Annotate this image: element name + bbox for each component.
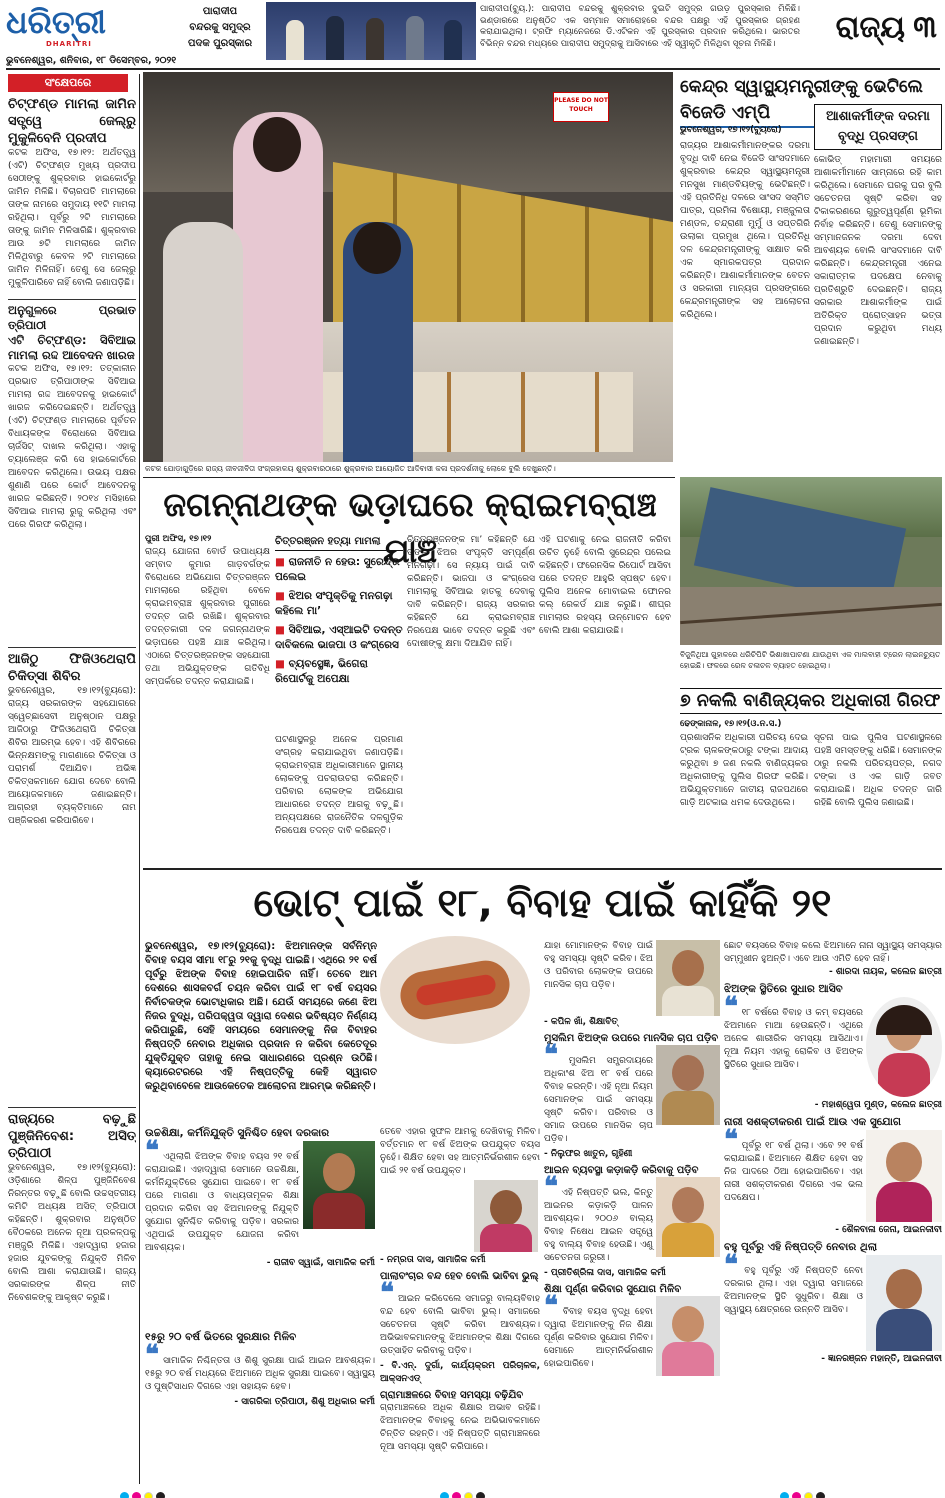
color-dot xyxy=(792,1492,801,1498)
sidebar-point-4: ■ ବ୍ୟବସ୍ଥେଜ୍ଞ, ଭିଗେରା ରିପୋର୍ଟକୁ ଅପେକ୍ଷା xyxy=(275,658,368,685)
award-photo xyxy=(266,2,476,60)
registration-marks-left xyxy=(120,1486,168,1496)
opinion-col-a xyxy=(145,1126,375,1484)
op13-signature: - ଜ୍ଞାନରଞ୍ଜନ ମହାନ୍ତି, ଆଇନଜୀବୀ xyxy=(821,1354,942,1364)
quote-icon: ❝ xyxy=(724,1125,738,1155)
quote-icon: ❝ xyxy=(380,1278,394,1308)
exhibition-caption: କଟକ ଯୋଡ଼ାଗୁଡ଼ିରେ ରାଜ୍ୟ ଜୀବଜୀବିତା ସଂଗ୍ରହାଳୟ ଶୁକ୍ରବାରଠାରେ ଶୁକ୍ରବାର ଆୟୋଜିତ ଆଦିବାସୀ କଳା ପ୍ରଦର୍ଶନୀକୁ ଲୋକେ ବୁଲି ଦେଖୁଛନ୍ତି। xyxy=(145,464,556,473)
op12-headline: ନାରୀ ସଶକ୍ତୀକରଣ ପାଇଁ ଆଉ ଏକ ସୁଯୋଗ xyxy=(724,1116,901,1128)
brief-3-body: ଭୁବନେଶ୍ୱର, ୧୭।୧୨(ବ୍ୟୁରୋ): ରାଜ୍ୟ ସରକାରଙ୍କ ସହଯୋଗରେ ସ୍ୱେଚ୍ଛାସେବୀ ଅନୁଷ୍ଠାନ ପକ୍ଷରୁ ଆଜିଠାରୁ ଫିଜିଓଥେରାପି ଚିକିତ୍ସା ଶିବିର ଆରମ୍ଭ ହେବ। ଏହି ଶିବିରରେ ଭିନ୍ନକ୍ଷମଙ୍କୁ ମାଗଣାରେ ଚିକିତ୍ସା ଓ ପରାମର୍ଶ ଦିଆଯିବ। ଅଭିଜ୍ଞ ଚିକିତ୍ସକମାନେ ଯୋଗ ଦେବେ ବୋଲି ଆୟୋଜକମାନେ ଜଣାଇଛନ୍ତି। ଆଗ୍ରହୀ ବ୍ୟକ୍ତିମାନେ ନାମ ପଞ୍ଜିକରଣ କରିପାରିବେ। xyxy=(8,686,136,826)
brief-label: ସଂକ୍ଷେପରେ xyxy=(8,74,128,92)
logo[interactable] xyxy=(6,4,116,52)
op10-body: ଛୋଟ ବୟସରେ ବିବାହ କଲେ ଝିଅମାନେ ନାନା ସ୍ୱାସ୍ଥ୍ୟ ସମସ୍ୟାର ସମ୍ମୁଖୀନ ହୁଅନ୍ତି। ଏବେ ଆଉ ଏମିତି ହେବ ନାହିଁ। xyxy=(724,941,942,964)
color-dot xyxy=(144,1492,153,1498)
op5-signature: - ସାଗରିକା ତ୍ରିପାଠୀ, ଶିଶୁ ଅଧିକାର କର୍ମୀ xyxy=(234,1397,375,1407)
brief-1-body: କଟକ ଅଫିସ, ୧୭।୧୨: ଅର୍ଥତତ୍ତ୍ୱ (ଏଟି) ଚିଟ୍‌ଫଣ୍ଡ ମୁଖ୍ୟ ପ୍ରଦୀପ ସେଠୀଙ୍କୁ ଶୁକ୍ରବାର ହାଇକୋର୍ଟରୁ ଜାମିନ ମିଳିଛି। ବିଚାରପତି ମାମଲାରେ ତାଙ୍କ ନାମରେ ସମୁଦାୟ ୧୧ଟି ମାମଲା ରହିଥିଲା। ପୂର୍ବରୁ ୨ଟି ମାମଲାରେ ତାଙ୍କୁ ଜାମିନ ମିଳିସାରିଛି। ଶୁକ୍ରବାର ଆଉ ୭ଟି ମାମଲାରେ ଜାମିନ ମିଳିଥିବାରୁ କେବଳ ୨ଟି ମାମଲାରେ ଜାମିନ ମିଳିନାହିଁ। ତେଣୁ ସେ ଜେଲ୍‌ରୁ ମୁକୁଳିପାରିବେ ନାହିଁ ବୋଲି ଜଣାପଡ଼ିଛି। xyxy=(8,148,136,288)
masthead-divider xyxy=(6,68,940,70)
exhibition-photo xyxy=(143,72,673,462)
op1-body: ଏଥିଲାଗି ଝିଅଙ୍କ ବିବାହ ବୟସ ୨୧ ବର୍ଷ କରାଯାଇଛି। ଏହାଦ୍ୱାରା ସେମାନେ ଉଚ୍ଚଶିକ୍ଷା, କର୍ମନିଯୁକ୍ତିରେ ସୁଯୋଗ ପାଇବେ। ୧୮ ବର୍ଷ ପରେ ମାଗଣା ଓ ବାଧ୍ୟତାମୂଳକ ଶିକ୍ଷା ପ୍ରଦାନ କରିବା ସହ ଝିଅମାନଙ୍କୁ ନିଯୁକ୍ତି ସୁଯୋଗ ସୁନିଶ୍ଚିତ କରିବାକୁ ପଡ଼ିବ। ସରକାର ଏଥିପାଇଁ ଉପଯୁକ୍ତ ଯୋଜନା କରିବା ଆବଶ୍ୟକ। xyxy=(145,1152,299,1253)
brief-3-headline: ଆଜିଠୁ ଫିଜିଓଥେରାପି ଚିକିତ୍ସା ଶିବିର xyxy=(8,647,136,685)
brief-2-headline: ଏଟି ଚିଟ୍‌ଫଣ୍ଡ: ସିବିଆଇ ମାମଲା ରଦ୍ଦ ଆବେଦନ ଖାରଜ xyxy=(8,333,136,362)
color-dot xyxy=(464,1492,473,1498)
dateline: ଭୁବନେଶ୍ୱର, ଶନିବାର, ୧୮ ଡିସେମ୍ବର, ୨୦୨୧ xyxy=(6,55,177,66)
sidebar-point-3: ■ ସିବିଆଇ, ଏସ୍‌ଆଇଟି ତଦନ୍ତ ଦାବିକଲେ ଭାଜପା ଓ କଂଗ୍ରେସ xyxy=(275,624,403,651)
registration-marks-right xyxy=(780,1486,828,1496)
jagannath-headline: ଜଗନ୍ନାଥଙ୍କ ଭଡ଼ାଘରେ କ୍ରାଇମବ୍ରାଞ୍ଚ ଯାଞ୍ଚ xyxy=(163,485,657,570)
section-name: ରାଜ୍ୟ xyxy=(835,10,905,45)
color-dot xyxy=(156,1492,165,1498)
op4-body: ଗ୍ରାମାଞ୍ଚଳରେ ଅଧିକ ଶିକ୍ଷାର ଅଭାବ ରହିଛି। ଝିଅମାନଙ୍କ ବିବାହକୁ ନେଇ ଅଭିଭାବକମାନେ ଚିନ୍ତିତ ରହନ୍ତି। ଏହି ନିଷ୍ପତ୍ତି ଗ୍ରାମାଞ୍ଚଳରେ ନୂଆ ସମସ୍ୟା ସୃଷ୍ଟି କରିପାରେ। xyxy=(380,1403,540,1452)
op9-headline: ଶିକ୍ଷା ପୂର୍ଣ୍ଣ କରିବାର ସୁଯୋଗ ମିଳିବ xyxy=(544,1284,682,1295)
op1-signature: - ରାଜୀବ ସ୍ୱାଇଁ, ସାମାଜିକ କର୍ମୀ xyxy=(266,1258,375,1268)
jagannath-dateline: ପୁରୀ ଅଫିସ, ୧୭।୧୨ xyxy=(145,534,212,544)
brief-2-body: କଟକ ଅଫିସ, ୧୭।୧୨: ତତ୍କାଳୀନ ପ୍ରଭାତ ତ୍ରିପାଠୀଙ୍କ ସିବିଆଇ ମାମଲା ରଦ୍ଦ ଆବେଦନକୁ ହାଇକୋର୍ଟ ଖାରଜ କରିଦେଇଛନ୍ତି। ଅର୍ଥତତ୍ତ୍ୱ (ଏଟି) ଚିଟ୍‌ଫଣ୍ଡ ମାମଲାରେ ପୂର୍ବତନ ବିଧାୟକଙ୍କ ବିରୋଧରେ ସିବିଆଇ ଚାର୍ଜସିଟ୍ ଦାଖଲ କରିଥିଲା। ଏହାକୁ ଚ୍ୟାଲେଞ୍ଜ କରି ସେ ହାଇକୋର୍ଟରେ ଆବେଦନ କରିଥିଲେ। ଉଭୟ ପକ୍ଷର ଶୁଣାଣି ପରେ କୋର୍ଟ ଆବେଦନକୁ ଖାରଜ କରିଛନ୍ତି। ୨୦୧୪ ମସିହାରେ ସିବିଆଇ ମାମଲା ରୁଜୁ କରିଥିଲା ଏବଂ ପରେ ଗିରଫ କରିଥିଲା। xyxy=(8,364,136,530)
fake-body-1: ପ୍ରଶାସନିକ ଅଧିକାରୀ ପରିଚୟ ଦେଇ ଟ୍ରକ ଚାଳକଙ୍କଠାରୁ ଟଙ୍କା ଆଦାୟ କରୁଥିବା ୭ ଜଣ ନକଲି ବାଣିଜ୍ୟକର ଅଧିକାରୀଙ୍କୁ ପୁଲିସ ଗିରଫ କରିଛି। ଅଭିଯୁକ୍ତମାନେ ଜାତୀୟ ରାଜପଥରେ ଗାଡ଼ି ଅଟକାଇ ଧମକ ଦେଉଥିଲେ। xyxy=(680,733,808,808)
sidebar-point-1: ■ ରାଜନୀତି ନ ହେଉ: ସୁରେନ୍ଦ୍ର ପଲେଇ xyxy=(275,556,400,583)
color-dot xyxy=(452,1492,461,1498)
op1-headline: ଉଚ୍ଚଶିକ୍ଷା, କର୍ମନିଯୁକ୍ତି ସୁନିଶ୍ଚିତ ହେବା ଦରକାର xyxy=(145,1127,330,1139)
op8-body: ଏହି ନିଷ୍ପତ୍ତି ଭଲ, କିନ୍ତୁ ଆଇନର କଡ଼ାକଡ଼ି ପାଳନ ଆବଶ୍ୟକ। ୨୦୦୬ ବାଲ୍ୟ ବିବାହ ନିଷେଧ ଆଇନ ସତ୍ତ୍ୱେ ବହୁ ବାଲ୍ୟ ବିବାହ ହେଉଛି। ଏଣୁ ସଚେତନତା ଜରୁରୀ। xyxy=(544,1188,653,1263)
health-dateline: ଭୁବନେଶ୍ୱର, ୧୭।୧୨(ବ୍ୟୁରୋ) xyxy=(680,125,782,135)
op2-portrait xyxy=(474,1180,538,1252)
op13-headline: ବହୁ ପୂର୍ବରୁ ଏହି ନିଷ୍ପତ୍ତି ନେବାର ଥିଲା xyxy=(724,1241,878,1253)
op6-portrait xyxy=(656,940,720,1016)
jagannath-top-rule xyxy=(143,477,675,478)
do-not-touch-sign: PLEASE DO NOT TOUCH xyxy=(553,92,609,122)
health-body-col-1: ରାଜ୍ୟର ଆଶାକର୍ମୀମାନଙ୍କର ଦରମା ବୃଦ୍ଧି ଦାବି ନେଇ ବିଜେଡି ସାଂସଦମାନେ ଶୁକ୍ରବାର କେନ୍ଦ୍ର ସ୍ୱାସ୍ଥ୍ୟମନ୍ତ୍ରୀ ମନସୁଖ ମାଣ୍ଡବିୟଙ୍କୁ ଭେଟିଛନ୍ତି। ଏହି ପ୍ରତିନିଧି ଦଳରେ ସାଂସଦ ସସ୍ମିତ ପାତ୍ର, ପ୍ରମିଳା ବିଷୋୟୀ, ମଞ୍ଜୁଲତା ମଣ୍ଡଳ, ଚନ୍ଦ୍ରାଣୀ ମୁର୍ମୁ ଓ ସପ୍ତଗିରି ଉଲାକା ପ୍ରମୁଖ ଥିଲେ। ପ୍ରତିନିଧି ଦଳ କେନ୍ଦ୍ରମନ୍ତ୍ରୀଙ୍କୁ ସାକ୍ଷାତ କରି ଏକ ସ୍ମାରକପତ୍ର ପ୍ରଦାନ କରିଛନ୍ତି। ଆଶାକର୍ମୀମାନଙ୍କ ବେତନ ଓ ସରକାରୀ ମାନ୍ୟତା ପ୍ରସଙ୍ଗରେ କେନ୍ଦ୍ରମନ୍ତ୍ରୀଙ୍କ ସହ ଆଲୋଚନା କରିଥିଲେ। xyxy=(680,141,810,320)
registration-marks-center xyxy=(440,1486,488,1496)
train-caption: ବିଜୁଳିଥିଆ ଗୁହାଳରେ ଧରିଚିପିଟି ଭିଶାଖାପାଟଣା ଯାଉଥିବା ଏକ ମାଲବାହୀ ଟ୍ରେନ ଲାଇନଚ୍ୟୁତ ହୋଇଛି। ଫଳରେ ରେଳ ଚଳାଚଳ ବ୍ୟାହତ ହୋଇଥିଲା। xyxy=(680,650,941,670)
op3-signature: - ବି.ଏନ୍. ଦୁର୍ଗା, କାର୍ଯ୍ୟକ୍ରମ ପରିଚାଳକ, ଆକ୍ସନଏଡ୍ xyxy=(380,1361,540,1384)
op8-portrait xyxy=(656,1177,720,1257)
jagannath-body-3: ଚିତ୍ତରଞ୍ଜନଙ୍କ ମା’ କହିଛନ୍ତି ଯେ ତାଙ୍କ ଝିଅର ସଂପୃକ୍ତି ସମ୍ପୂର୍ଣ୍ଣ ମନଗଢ଼ା। ସେ ନ୍ୟାୟ ପାଇଁ ଦାବି କରିଛନ୍ତି। ଭାଜପା ଓ କଂଗ୍ରେସ ମାମଲାକୁ ସିବିଆଇ ହାତକୁ ଦେବାକୁ ଦାବି କରିଛନ୍ତି। ରାଜ୍ୟ ସରକାର କହିଛନ୍ତି ଯେ କ୍ରାଇମବ୍ରାଞ୍ଚ ନିରପେକ୍ଷ ଭାବେ ତଦନ୍ତ କରୁଛି ଏବଂ ଦୋଷୀଙ୍କୁ କ୍ଷମା ଦିଆଯିବ ନାହିଁ। xyxy=(407,535,535,649)
fake-dateline: ଢେଙ୍କାନାଳ, ୧୭।୧୨(ଓ.ନ.ସ.) xyxy=(680,719,782,729)
op2-body: ତେବେ ଏହାର ସୁଫଳ ଆମକୁ ଦେଖିବାକୁ ମିଳିବ। ବର୍ତ୍ତମାନ ୧୮ ବର୍ଷ ଝିଅଙ୍କ ଉପଯୁକ୍ତ ବୟସ ନୁହେଁ। ଶିକ୍ଷିତ ହେବା ସହ ଆତ୍ମନିର୍ଭରଶୀଳ ହେବା ପାଇଁ ୨୧ ବର୍ଷ ଉପଯୁକ୍ତ। xyxy=(380,1127,540,1176)
jagannath-body-1: ରାଜ୍ୟ ଯୋଜନା ବୋର୍ଡ ଉପାଧ୍ୟକ୍ଷ ସମ୍ବାଦ କୁମାର ଗାଡ଼ବର୍ଗଙ୍କ ବିରୋଧରେ ଅଭିଯୋଗ ଚିତ୍ତରଞ୍ଜନ ମାମଲାରେ ରହିଥିବା ବେଳେ କ୍ରାଇମବ୍ରାଞ୍ଚ ଶୁକ୍ରବାର ପୁରୀରେ ତଦନ୍ତ ଜାରି ରଖିଛି। ଶୁକ୍ରବାର ତଦନ୍ତକାରୀ ଦଳ ଜଗନ୍ନାଥଙ୍କ ଭଡ଼ାଘରେ ପହଞ୍ଚି ଯାଞ୍ଚ କରିଥିଲା। ଏଠାରେ ଚିତ୍ତରଞ୍ଜନଙ୍କ ସହଯୋଗୀ ତଥା ଅଭିଯୁକ୍ତଙ୍କ ଗତିବିଧି ସମ୍ପର୍କରେ ତଦନ୍ତ କରାଯାଇଛି। xyxy=(145,547,270,687)
op2-signature: - ନମ୍ରତା ଦାସ, ସାମାଜିକ କର୍ମୀ xyxy=(380,1255,486,1265)
op7-signature: - ନିଲୁଫର ଖାତୁନ, ଗୃହିଣୀ xyxy=(544,1149,633,1159)
quote-icon: ❝ xyxy=(724,992,738,1022)
visitor-child xyxy=(163,222,243,462)
vote-headline: ଭୋଟ୍ ପାଇଁ ୧୮, ବିବାହ ପାଇଁ କାହିଁକି ୨୧ xyxy=(253,881,832,926)
op11-body: ୧୮ ବର୍ଷରେ ବିବାହ ଓ କମ୍ ବୟସରେ ଝିଅମାନେ ମାଆ ହେଉଛନ୍ତି। ଏଥିରେ ଅନେକ ଶାରୀରିକ ସମସ୍ୟା ଆସିଥାଏ। ନୂଆ ନିୟମ ଏହାକୁ ରୋକିବ ଓ ଝିଅଙ୍କ ସ୍ଥିତିରେ ସୁଧାର ଆସିବ। xyxy=(724,1008,863,1070)
color-dot xyxy=(804,1492,813,1498)
masthead xyxy=(0,0,945,70)
op6-signature: - କପିଳ ଖାଁ, ଶିକ୍ଷାବିତ୍ xyxy=(544,1017,618,1027)
op13-body: ବହୁ ପୂର୍ବରୁ ଏହି ନିଷ୍ପତ୍ତି ନେବା ଦରକାର ଥିଲା। ଏହା ଦ୍ୱାରା ସମାଜରେ ଝିଅମାନଙ୍କ ସ୍ଥିତି ସୁଧୁରିବ। ଶିକ୍ଷା ଓ ସ୍ୱାସ୍ଥ୍ୟ କ୍ଷେତ୍ରରେ ଉନ୍ନତି ଆସିବ। xyxy=(724,1266,863,1315)
color-dot xyxy=(132,1492,141,1498)
logo-subtitle: DHARITRI xyxy=(46,40,92,48)
color-dot xyxy=(476,1492,485,1498)
op13-portrait xyxy=(866,1255,942,1351)
promo-line-3: ପଦକ ପୁରସ୍କାର xyxy=(187,38,253,49)
quote-icon: ❝ xyxy=(544,1040,558,1070)
quote-icon: ❝ xyxy=(544,1172,558,1202)
op3-headline: ପାଲାବଂଚାର ବନ୍ଦ ହେବ ବୋଲି ଭାବିବା ଭୁଲ୍ xyxy=(380,1271,539,1282)
op11-portrait xyxy=(866,997,942,1097)
jagannath-sidebar xyxy=(275,534,403,730)
op9-portrait xyxy=(656,1296,720,1376)
briefs-column xyxy=(8,96,136,1484)
op12-portrait xyxy=(866,1130,942,1222)
train-photo xyxy=(680,477,942,645)
brief-4-body: ଭୁବନେଶ୍ୱର, ୧୭।୧୨(ବ୍ୟୁରୋ): ଓଡ଼ିଶାରେ ଶିଳ୍ପ ପୁଞ୍ଜିନିବେଶ ନିରନ୍ତର ବଢ଼ୁଛି ବୋଲି ଉଚ୍ଚସ୍ତରୀୟ କମିଟି ଅଧ୍ୟକ୍ଷ ଅସିତ୍ ତ୍ରିପାଠୀ କହିଛନ୍ତି। ଶୁକ୍ରବାର ଅନୁଷ୍ଠିତ ବୈଠକରେ ଅନେକ ନୂଆ ପ୍ରକଳ୍ପକୁ ମଞ୍ଜୁରି ମିଳିଛି। ଏହାଦ୍ୱାରା ହଜାର ହଜାର ଯୁବକଙ୍କୁ ନିଯୁକ୍ତି ମିଳିବ ବୋଲି ଆଶା କରାଯାଉଛି। ରାଜ୍ୟ ସରକାରଙ୍କ ଶିଳ୍ପ ନୀତି ନିବେଶକଙ୍କୁ ଆକୃଷ୍ଟ କରୁଛି। xyxy=(8,1163,136,1303)
op5-headline: ୧୫ରୁ ୨୦ ବର୍ଷ ଭିତରେ ସୁରକ୍ଷାର ମିଳିବ xyxy=(145,1331,297,1343)
briefs-divider xyxy=(139,74,140,1484)
op10-signature: - ଶାରଦା ନାୟକ, କଲେଜ ଛାତ୍ରୀ xyxy=(829,967,942,977)
opinion-col-d xyxy=(724,940,942,1484)
fake-body-2: ସୂଚନା ପାଇ ପୁଲିସ ଘଟଣାସ୍ଥଳରେ ପହଞ୍ଚି ସମସ୍ତଙ୍କୁ ଧରିଛି। ସେମାନଙ୍କ ଠାରୁ ନକଲି ପରିଚୟପତ୍ର, ନଗଦ ଟଙ୍କା ଓ ଏକ ଗାଡ଼ି ଜବତ କରାଯାଇଛି। ଅଧିକ ତଦନ୍ତ ଜାରି ରହିଛି ବୋଲି ପୁଲିସ ଜଣାଇଛି। xyxy=(814,733,942,808)
brief-4-headline: ରାଜ୍ୟରେ ବଢ଼ୁଛି ପୁଞ୍ଜିନିବେଶ: ଅସିତ୍ ତ୍ରିପାଠୀ xyxy=(8,1107,136,1162)
brief-2-kicker: ଅନୁଗୁଳରେ ପ୍ରଭାତ ତ୍ରିପାଠୀ xyxy=(8,299,136,333)
quote-icon: ❝ xyxy=(724,1250,738,1280)
color-dot xyxy=(120,1492,129,1498)
quote-icon: ❝ xyxy=(145,1340,159,1370)
sidebar-point-2: ■ ଝିଅର ସଂପୃକ୍ତିକୁ ମନଗଢ଼ା କହିଲେ ମା’ xyxy=(275,590,393,617)
op6-body: ଯାହା ମୋମାନଙ୍କ ବିବାହ ପାଇଁ ବହୁ ସମସ୍ୟା ସୃଷ୍ଟି କରିବ। ଝିଅ ଓ ପରିବାର ଲୋକଙ୍କ ଉପରେ ମାନସିକ ଚାପ ପଡ଼ିବ। xyxy=(544,941,653,990)
health-body-col-2: କୋଭିଡ୍ ମହାମାରୀ ସମୟରେ ଆଶାକର୍ମୀମାନେ ସାମ୍ନାରେ ରହି କାମ କରିଥିଲେ। ସେମାନେ ଘରକୁ ଘର ବୁଲି ସଚେତନତା ସୃଷ୍ଟି କରିବା ସହ ଟିକାକରଣରେ ଗୁରୁତ୍ୱପୂର୍ଣ୍ଣ ଭୂମିକା ନିର୍ବାହ କରିଛନ୍ତି। ତେଣୁ ସେମାନଙ୍କୁ ସମ୍ମାନଜନକ ଦରମା ଦେବା ଆବଶ୍ୟକ ବୋଲି ସାଂସଦମାନେ ଦାବି କରିଛନ୍ତି। କେନ୍ଦ୍ରମନ୍ତ୍ରୀ ଏନେଇ ସକାରାତ୍ମକ ପଦକ୍ଷେପ ନେବାକୁ ପ୍ରତିଶ୍ରୁତି ଦେଇଛନ୍ତି। ରାଜ୍ୟ ସରକାର ଆଶାକର୍ମୀଙ୍କ ପାଇଁ ଅତିରିକ୍ତ ପ୍ରୋତ୍ସାହନ ଭତ୍ତା ପ୍ରଦାନ କରୁଥିବା ମଧ୍ୟ ଜଣାଇଛନ୍ତି। xyxy=(814,155,942,347)
op8-headline: ଆଇନ ବ୍ୟବସ୍ଥା କଡ଼ାକଡ଼ି କରିବାକୁ ପଡ଼ିବ xyxy=(544,1165,699,1176)
op8-signature: - ପ୍ରୀତିଶ୍ରିଳା ଦାସ, ସାମାଜିକ କର୍ମୀ xyxy=(544,1268,666,1278)
op11-signature: - ମହାଶ୍ୱେତା ମୁଣ୍ଡ, କଲେଜ ଛାତ୍ରୀ xyxy=(814,1100,942,1110)
opinion-col-c xyxy=(544,940,720,1484)
op12-body: ପୂର୍ବରୁ ୧୮ ବର୍ଷ ଥିଲା। ଏବେ ୨୧ ବର୍ଷ କରାଯାଇଛି। ଝିଅମାନେ ଶିକ୍ଷିତ ହେବା ସହ ନିଜ ପାଦରେ ଠିଆ ହୋଇପାରିବେ। ଏହା ନାରୀ ସଶକ୍ତୀକରଣ ଦିଗରେ ଏକ ଭଲ ପଦକ୍ଷେପ। xyxy=(724,1141,863,1203)
op7-headline: ମୁସଲିମ ଝିଅଙ୍କ ଉପରେ ମାନସିକ ଚାପ ପଡ଼ିବ xyxy=(544,1033,719,1044)
bullet-icon: ■ xyxy=(275,556,289,568)
bullet-icon: ■ xyxy=(275,658,289,670)
color-dot xyxy=(780,1492,789,1498)
dateline-bar xyxy=(6,54,262,68)
opinion-col-b xyxy=(380,1126,540,1484)
op7-portrait xyxy=(656,1045,720,1125)
op5-body: ସାମାଜିକ ନିଶ୍ଚିନ୍ତତା ଓ ଶିଶୁ ସୁରକ୍ଷା ପାଇଁ ଆଇନ ଆବଶ୍ୟକ। ୧୫ରୁ ୨୦ ବର୍ଷ ମଧ୍ୟରେ ଝିଅମାନେ ଅଧିକ ସୁରକ୍ଷା ପାଇବେ। ସ୍ୱାସ୍ଥ୍ୟ ଓ ପୁଷ୍ଟିସାଧନ ଦିଗରେ ଏହା ସହାୟକ ହେବ। xyxy=(145,1356,375,1392)
health-headline: କେନ୍ଦ୍ର ସ୍ୱାସ୍ଥ୍ୟମନ୍ତ୍ରୀଙ୍କୁ ଭେଟିଲେ ବିଜେଡି ଏମ୍‌ପି xyxy=(680,74,942,128)
sidebar-title: ଚିତ୍ତରଞ୍ଜନ ହତ୍ୟା ମାମଲା xyxy=(275,534,403,551)
health-kicker-box xyxy=(814,104,942,150)
op9-body: ବିବାହ ବୟସ ବୃଦ୍ଧି ହେବା ଦ୍ୱାରା ଝିଅମାନଙ୍କୁ ନିଜ ଶିକ୍ଷା ପୂର୍ଣ୍ଣ କରିବାର ସୁଯୋଗ ମିଳିବ। ସେମାନେ ଆତ୍ମନିର୍ଭରଶୀଳ ହୋଇପାରିବେ। xyxy=(544,1307,653,1369)
op3-body: ଆଇନ କରିଦେଲେ ସମାଜରୁ ବାଲ୍ୟବିବାହ ବନ୍ଦ ହେବ ବୋଲି ଭାବିବା ଭୁଲ୍। ସମାଜରେ ସଚେତନତା ସୃଷ୍ଟି କରିବା ଆବଶ୍ୟକ। ଅଭିଭାବକମାନଙ୍କୁ ଝିଅମାନଙ୍କ ଶିକ୍ଷା ଦିଗରେ ଉତ୍ସାହିତ କରିବାକୁ ପଡ଼ିବ। xyxy=(380,1294,540,1356)
vote-top-rule xyxy=(143,868,942,870)
promo-line-1: ପାରାଦୀପ xyxy=(202,6,238,17)
op1-portrait xyxy=(303,1141,375,1229)
health-kicker: ଆଶାକର୍ମୀଙ୍କ ଦରମା ବୃଦ୍ଧି ପ୍ରସଙ୍ଗ xyxy=(826,109,930,144)
hands-photo xyxy=(380,936,530,1044)
quote-icon: ❝ xyxy=(544,1291,558,1321)
logo-text: ଧରିତ୍ରୀ xyxy=(6,3,106,41)
bullet-icon: ■ xyxy=(275,590,289,602)
op7-body: ମୁସଲିମ ସମ୍ପ୍ରଦାୟରେ ଅଧିକାଂଶ ଝିଅ ୧୮ ବର୍ଷ ପରେ ବିବାହ କରନ୍ତି। ଏହି ନୂଆ ନିୟମ ସେମାନଙ୍କ ପାଇଁ ସମସ୍ୟା ସୃଷ୍ଟି କରିବ। ପରିବାର ଓ ସମାଜ ଉପରେ ମାନସିକ ଚାପ ପଡ଼ିବ। xyxy=(544,1056,653,1144)
page-number: ୩ xyxy=(913,10,937,45)
bullet-icon: ■ xyxy=(275,624,289,636)
top-story: ପାରାଦୀପ(ବ୍ୟୁ.): ପାରାଦୀପ ବନ୍ଦରକୁ ଶୁକ୍ରବାର ଦୁଇଟି ସମୁଦ୍ର ଗଉଡ଼ ପୁରସ୍କାର ମିଳିଛି। ଭଣ୍ଡାରରେ ଅନୁଷ୍ଠିତ ଏକ ସମ୍ମାନ ସମାରୋହରେ ବନ୍ଦର ପକ୍ଷରୁ ଏହି ପୁରସ୍କାର ଗ୍ରହଣ କରାଯାଇଥିଲା। ଟ୍ରଫି ମ୍ୟାନେଜରେ ଡି.ଏଟିକନ ଏହି ପୁରସ୍କାର ପ୍ରଦାନ କରିଥିଲେ। ଭାରତର ବିଭିନ୍ନ ବନ୍ଦର ମଧ୍ୟରେ ପାରାଦୀପ ସମୁଦ୍ରାକୁ ଆସିବାରେ ଏହି ସ୍ୱୀକୃତି ମିଳିଥିବା ସୂଚନା ମିଳିଛି। xyxy=(480,4,800,49)
color-dot xyxy=(816,1492,825,1498)
jagannath-body-4: ଏହି ଘଟଣାକୁ ନେଇ ରାଜନୀତି କରିବା ଉଚିତ ନୁହେଁ ବୋଲି ସୁରେନ୍ଦ୍ର ପଲେଇ କହିଛନ୍ତି। ଫରେନସିକ ରିପୋର୍ଟ ଆସିବା ପରେ ତଦନ୍ତ ଆହୁରି ସ୍ପଷ୍ଟ ହେବ। ପୁଲିସ ଅନେକ ମୋବାଇଲ ଫୋନର କଲ୍ ରେକର୍ଡ ଯାଞ୍ଚ କରୁଛି। ଶୀଘ୍ର ମାମଲାର ରହସ୍ୟ ଉନ୍ମୋଚନ ହେବ ବୋଲି ଆଶା କରାଯାଉଛି। xyxy=(539,535,671,636)
op12-signature: - ଶୈଳବାଳା ଜେନା, ଆଇନଜୀବୀ xyxy=(835,1225,942,1235)
fake-headline: ୭ ନକଲି ବାଣିଜ୍ୟକର ଅଧିକାରୀ ଗିରଫ xyxy=(680,688,942,714)
vote-lead: ଭୁବନେଶ୍ୱର, ୧୭।୧୨(ବ୍ୟୁରୋ): ଝିଅମାନଙ୍କ ସର୍ବନିମ୍ନ ବିବାହ ବୟସ ସୀମା ୧୮ରୁ ୨୧କୁ ବୃଦ୍ଧି ପାଇଛି। ଏଥିରେ ୨୧ ବର୍ଷ ପୂର୍ବରୁ ଝିଅଙ୍କ ବିବାହ ହୋଇପାରିବ ନାହିଁ। ତେବେ ଆମ ଦେଶରେ ଶାସକବର୍ଗ ଚୟନ କରିବା ପାଇଁ ୧୮ ବର୍ଷ ବୟସର ନିର୍ବାଚକଙ୍କ ଭୋଟାଧିକାର ଅଛି। ଯେଉଁ ସମୟରେ ଜଣେ ଝିଅ ନିଜର ବୁଦ୍ଧି, ପରିପକ୍ୱତା ଦ୍ୱାରା ଦେଶର ଭବିଷ୍ୟତ ନିର୍ଣ୍ଣୟ କରିପାରୁଛି, ସେହି ସମୟରେ ସେମାନଙ୍କୁ ନିଜ ବିବାହର ନିଷ୍ପତ୍ତି ନେବାର ଅଧିକାର ପ୍ରଦାନ ନ କରିବା କେତେଦୂର ଯୁକ୍ତିଯୁକ୍ତ ତାହାକୁ ନେଇ ସାଧାରଣରେ ପ୍ରଶ୍ନ ଉଠିଛି। କ୍ୟାରେଟରରେ ଏହି ନିଷ୍ପତ୍ତିକୁ କେହି ସ୍ୱାଗତ କରୁଥିବାବେଳେ ଆଉକେତେକ ଆଲୋଚନା ଆରମ୍ଭ କରିଛନ୍ତି। xyxy=(145,941,377,1092)
color-dot xyxy=(440,1492,449,1498)
op11-headline: ଝିଅଙ୍କ ସ୍ଥିତିରେ ସୁଧାର ଆସିବ xyxy=(724,983,843,995)
jagannath-body-2: ଘଟଣାସ୍ଥଳରୁ ଅନେକ ପ୍ରମାଣ ସଂଗ୍ରହ କରାଯାଇଥିବା ଜଣାପଡ଼ିଛି। କ୍ରାଇମବ୍ରାଞ୍ଚ ଅଧିକାରୀମାନେ ସ୍ଥାନୀୟ ଲୋକଙ୍କୁ ପଚରାଉଚରା କରିଛନ୍ତି। ପରିବାର ଲୋକଙ୍କ ଅଭିଯୋଗ ଆଧାରରେ ତଦନ୍ତ ଆଗକୁ ବଢ଼ୁଛି। ଅନ୍ୟପକ୍ଷରେ ରାଜନୈତିକ ଦଳଗୁଡ଼ିକ ନିରପେକ୍ଷ ତଦନ୍ତ ଦାବି କରିଛନ୍ତି। xyxy=(275,735,403,836)
promo-box xyxy=(176,4,264,60)
promo-line-2: ବନ୍ଦରକୁ ସମୁଦ୍ର xyxy=(189,22,251,33)
brief-1-headline: ଚିଟ୍‌ଫଣ୍ଡ ମାମଲା ଜାମିନ ସତ୍ତ୍ୱେ ଜେଲ୍‌ରୁ ମୁକୁଳିବେନି ପ୍ରଦୀପ xyxy=(8,97,136,146)
op4-headline: ଗ୍ରାମାଞ୍ଚଳରେ ବିବାହ ସମସ୍ୟା ବଢ଼ିଯିବ xyxy=(380,1390,524,1401)
quote-icon: ❝ xyxy=(145,1136,159,1166)
